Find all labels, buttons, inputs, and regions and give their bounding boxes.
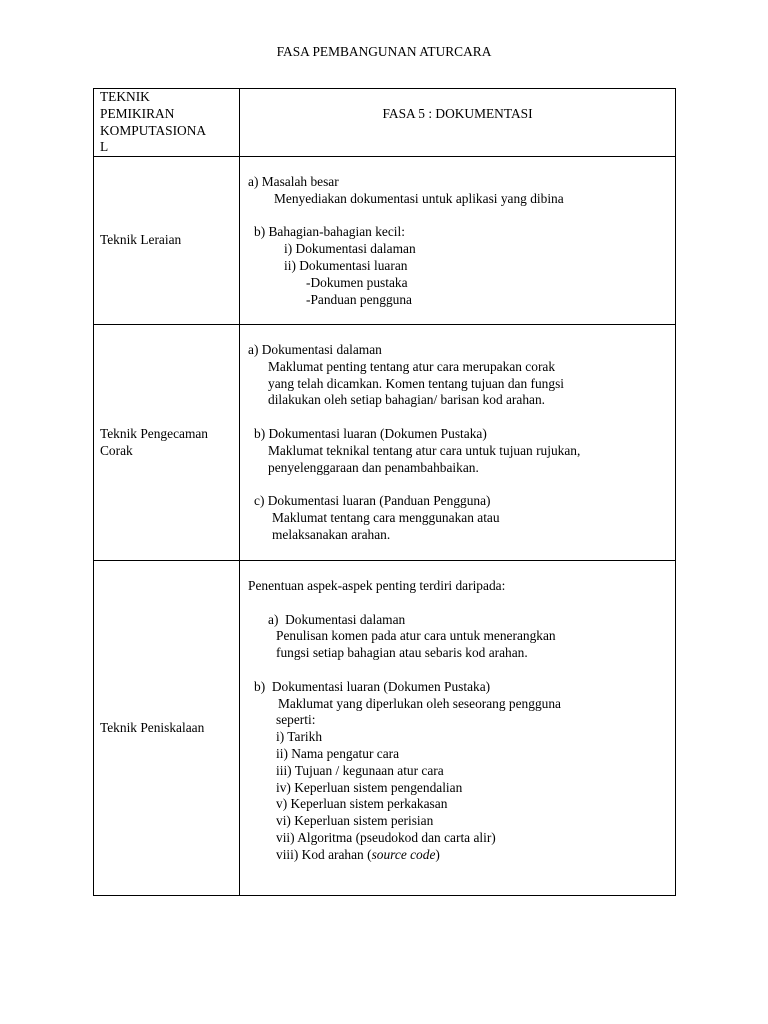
table-row — [94, 157, 676, 325]
list-item: a) Masalah besar — [248, 173, 339, 189]
list-item: c) Dokumentasi luaran (Panduan Pengguna) — [254, 493, 491, 509]
header-cell-phase: FASA 5 : DOKUMENTASI — [240, 89, 676, 157]
list-item: melaksanakan arahan. — [272, 526, 391, 542]
list-item: Maklumat teknikal tentang atur cara untuk tujuan rujukan, — [268, 442, 581, 458]
list-item: iv) Keperluan sistem pengendalian — [276, 779, 463, 795]
row-content-leraian — [240, 157, 676, 325]
list-item: Maklumat tentang cara menggunakan atau — [272, 509, 500, 525]
list-item: Penentuan aspek-aspek penting terdiri daripada: — [248, 577, 506, 593]
list-item: v) Keperluan sistem perkakasan — [276, 796, 448, 812]
documentation-table — [93, 88, 676, 896]
list-item: penyelenggaraan dan penambahbaikan. — [268, 459, 479, 475]
list-item: i) Tarikh — [276, 729, 323, 745]
list-item: b) Dokumentasi luaran (Dokumen Pustaka) — [254, 425, 487, 441]
table-header-row — [94, 89, 676, 157]
list-item: vi) Keperluan sistem perisian — [276, 813, 434, 829]
list-item: ii) Dokumentasi luaran — [284, 257, 408, 273]
row-content-pengecaman-corak — [240, 325, 676, 561]
list-item: dilakukan oleh setiap bahagian/ barisan kod arahan. — [268, 392, 546, 408]
list-item: yang telah dicamkan. Komen tentang tujuan dan fungsi — [268, 375, 564, 391]
header-cell-technique — [94, 89, 240, 157]
page-title: FASA PEMBANGUNAN ATURCARA — [276, 44, 492, 59]
row-content-peniskalaan — [240, 561, 676, 896]
row-label-peniskalaan: Teknik Peniskalaan — [94, 561, 240, 896]
header-left-line: PEMIKIRAN — [100, 105, 175, 121]
list-item: vii) Algoritma (pseudokod dan carta alir) — [276, 829, 496, 845]
row-label-pengecaman-corak: Teknik Pengecaman Corak — [94, 325, 240, 561]
table-row — [94, 325, 676, 561]
table-row — [94, 561, 676, 896]
list-item: i) Dokumentasi dalaman — [284, 241, 416, 257]
list-item: ii) Nama pengatur cara — [276, 745, 400, 761]
list-item: seperti: — [276, 712, 316, 728]
list-item: iii) Tujuan / kegunaan atur cara — [276, 762, 444, 778]
list-item: b) Dokumentasi luaran (Dokumen Pustaka) — [254, 678, 491, 694]
list-item: Maklumat penting tentang atur cara merupakan corak — [268, 358, 556, 374]
list-item: -Dokumen pustaka — [306, 274, 408, 290]
header-left-line: TEKNIK — [100, 89, 150, 104]
row-label-leraian: Teknik Leraian — [94, 157, 240, 325]
list-item: a) Dokumentasi dalaman — [248, 341, 382, 357]
list-item: Menyediakan dokumentasi untuk aplikasi yang dibina — [274, 190, 564, 206]
list-item: Maklumat yang diperlukan oleh seseorang pengguna — [278, 695, 561, 711]
list-item: Penulisan komen pada atur cara untuk menerangkan — [276, 628, 556, 644]
list-item: fungsi setiap bahagian atau sebaris kod arahan. — [276, 645, 528, 661]
list-item: a) Dokumentasi dalaman — [268, 611, 406, 627]
header-left-line: KOMPUTASIONA — [100, 122, 207, 138]
header-left-line: L — [100, 139, 109, 155]
list-item: b) Bahagian-bahagian kecil: — [254, 224, 405, 240]
list-item: -Panduan pengguna — [306, 291, 412, 307]
list-item: viii) Kod arahan (source code) — [276, 846, 440, 862]
